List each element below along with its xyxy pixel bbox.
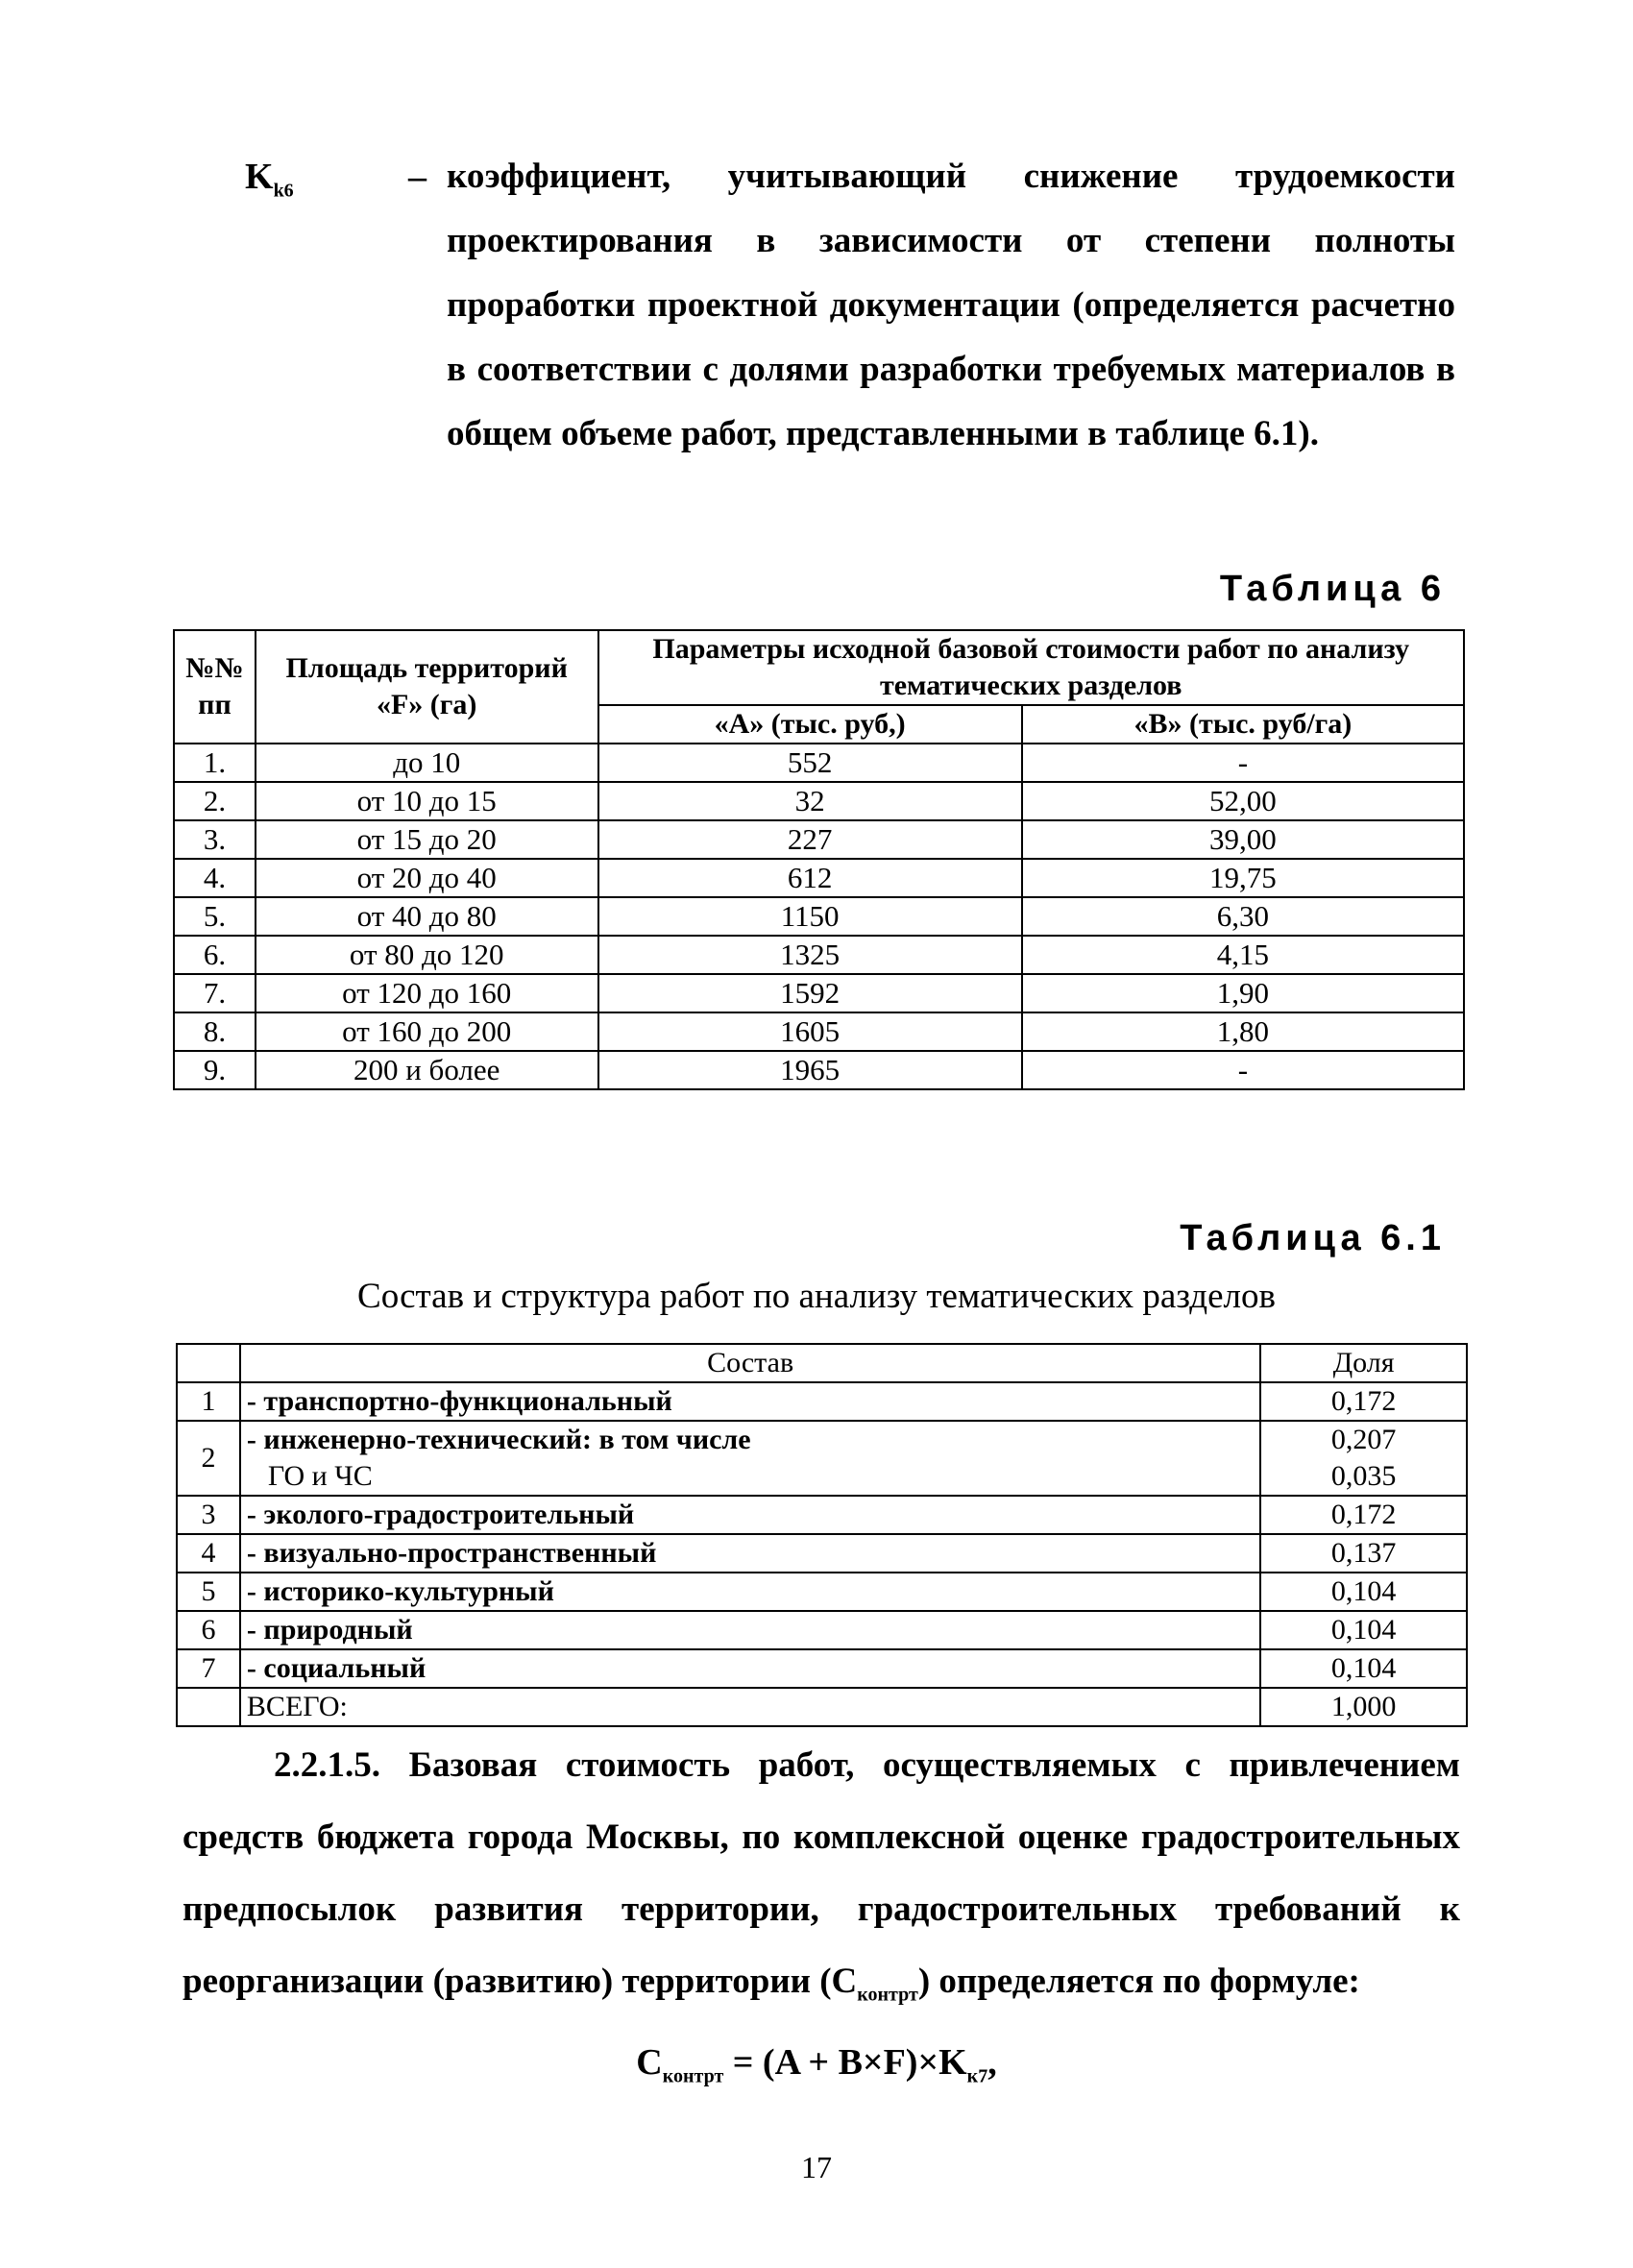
table-row: 9. 200 и более 1965 -: [174, 1051, 1464, 1089]
header-num: №№ пп: [174, 630, 256, 744]
definition-dash: –: [408, 157, 427, 197]
table-row: 7. от 120 до 160 1592 1,90: [174, 974, 1464, 1012]
header-share: Доля: [1260, 1344, 1467, 1382]
table-row: 3. от 15 до 20 227 39,00: [174, 820, 1464, 859]
table-row: 4 - визуально-пространственный 0,137: [177, 1534, 1467, 1573]
table-total-row: ВСЕГО: 1,000: [177, 1688, 1467, 1726]
table61-title: Состав и структура работ по анализу тематических разделов: [357, 1277, 1276, 1316]
table-6-1: [176, 1343, 1468, 1727]
table-6: [173, 629, 1465, 1090]
table-row: 1. до 10 552 -: [174, 744, 1464, 782]
table-row: 7 - социальный 0,104: [177, 1649, 1467, 1688]
table61-caption: Таблица 6.1: [1180, 1218, 1446, 1258]
paragraph-2-2-1-5: 2.2.1.5. Базовая стоимость работ, осуществляемых с привлечением средств бюджета города Москвы, по комплексной оценке градостроительных предпосылок развития территории, градостроительных требований к реорганизации (развитию) территории $(С_{контрт})$ определяется по формуле:: [183, 1745, 1460, 2006]
page-number: 17: [801, 2150, 832, 2184]
header-a: «А» (тыс. руб,): [598, 705, 1022, 744]
header-b: «В» (тыс. руб/га): [1022, 705, 1464, 744]
coefficient-symbol: $K_{k6}$: [245, 157, 294, 202]
table-row: 2 - инженерно-технический: в том числе ГО и ЧС 0,207 0,035: [177, 1421, 1467, 1496]
table6-caption: Таблица 6: [1219, 569, 1446, 609]
table-row: 1 - транспортно-функциональный 0,172: [177, 1382, 1467, 1421]
table-row: 5. от 40 до 80 1150 6,30: [174, 897, 1464, 936]
table-row: 3 - эколого-градостроительный 0,172: [177, 1496, 1467, 1534]
table-row: 6. от 80 до 120 1325 4,15: [174, 936, 1464, 974]
table-row: 5 - историко-культурный 0,104: [177, 1573, 1467, 1611]
definition-text: коэффициент, учитывающий снижение трудоемкости проектирования в зависимости от степени полноты проработки проектной документации (определяется расчетно в соответствии с долями разработки требуемых материалов в общем объеме работ, представленными в таблице 6.1).: [447, 157, 1455, 453]
table-row: 4. от 20 до 40 612 19,75: [174, 859, 1464, 897]
table-row: 2. от 10 до 15 32 52,00: [174, 782, 1464, 820]
header-area: Площадь территорий «F» (га): [256, 630, 598, 744]
table-row: 6 - природный 0,104: [177, 1611, 1467, 1649]
header-params: Параметры исходной базовой стоимости работ по анализу тематических разделов: [598, 630, 1465, 705]
header-composition: Состав: [240, 1344, 1260, 1382]
header-blank: [177, 1344, 240, 1382]
formula: $С_{контрт} = (A + B\times F)\times K_{к7}$,: [636, 2042, 997, 2087]
table-row: 8. от 160 до 200 1605 1,80: [174, 1012, 1464, 1051]
